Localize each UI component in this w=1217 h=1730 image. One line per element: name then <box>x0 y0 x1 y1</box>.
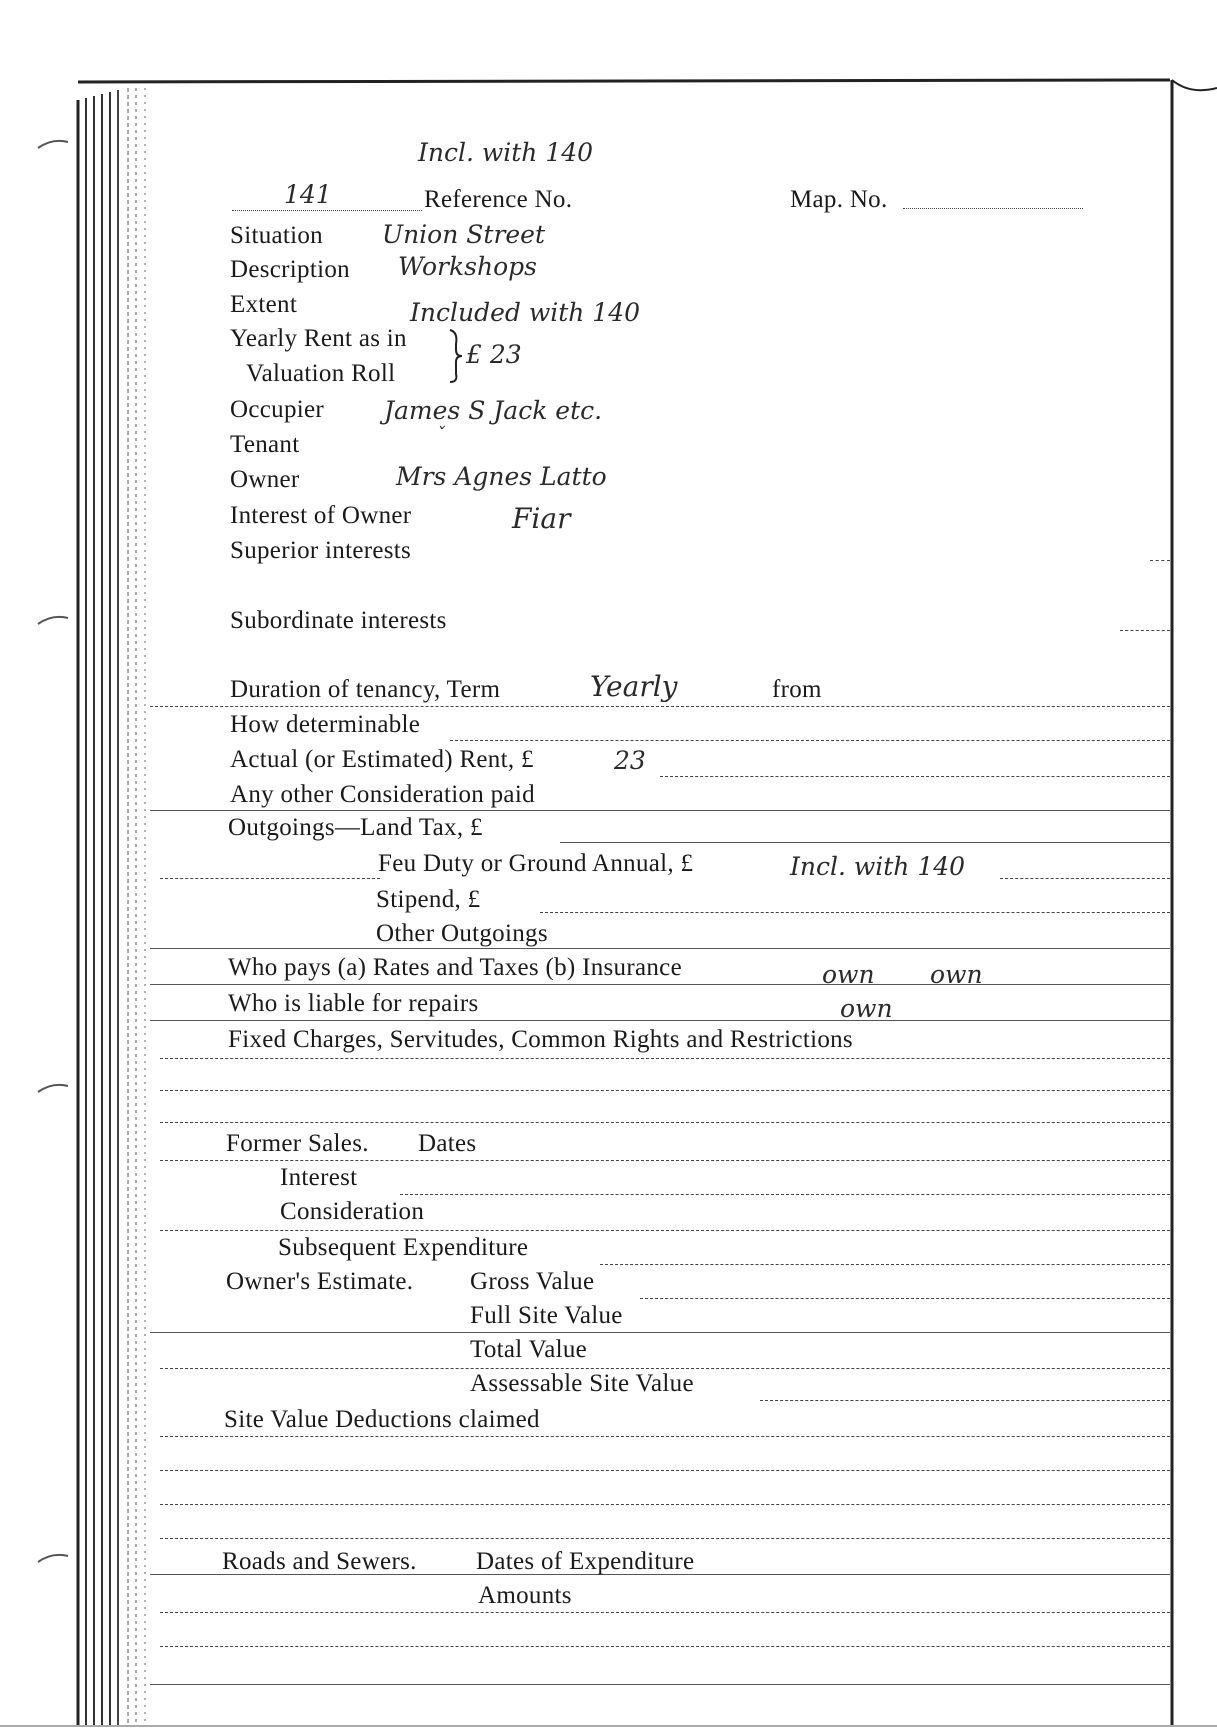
duration-from-label: from <box>772 676 822 703</box>
yearly-rent-label-line1: Yearly Rent as in <box>230 325 407 352</box>
site-value-deductions-label: Site Value Deductions claimed <box>224 1406 540 1433</box>
subordinate-interests-label: Subordinate interests <box>230 607 447 634</box>
reference-value-line <box>232 210 422 211</box>
ruled-line <box>1000 878 1170 879</box>
ruled-line <box>150 1020 1170 1021</box>
gross-value-label: Gross Value <box>470 1268 595 1295</box>
yearly-rent-label-line2: Valuation Roll <box>246 360 396 387</box>
occupier-value: James S Jack etc. <box>384 396 603 425</box>
description-label: Description <box>230 256 350 283</box>
ruled-line <box>600 1264 1170 1265</box>
owner-label: Owner <box>230 466 300 493</box>
full-site-value-label: Full Site Value <box>470 1302 623 1329</box>
duration-value: Yearly <box>590 670 678 703</box>
former-sales-subsequent-label: Subsequent Expenditure <box>278 1234 529 1261</box>
feu-duty-label: Feu Duty or Ground Annual, £ <box>378 850 694 877</box>
ruled-line <box>640 1298 1170 1299</box>
total-value-label: Total Value <box>470 1336 588 1363</box>
roads-dates-label: Dates of Expenditure <box>476 1548 695 1575</box>
ruled-line <box>760 1400 1170 1401</box>
duration-label: Duration of tenancy, Term <box>230 676 501 703</box>
ruled-line <box>150 1684 1170 1685</box>
ruled-line <box>150 810 1170 811</box>
tenant-value: ˇ <box>436 424 445 445</box>
yearly-rent-value: £ 23 <box>466 340 522 369</box>
ruled-line <box>660 776 1170 777</box>
who-pays-rates-value: own <box>822 960 875 989</box>
interest-of-owner-value: Fiar <box>512 502 571 535</box>
ruled-line <box>160 1504 1170 1505</box>
extent-value: Included with 140 <box>410 298 641 327</box>
ruled-line <box>160 878 380 879</box>
how-determinable-label: How determinable <box>230 711 421 738</box>
fixed-charges-label: Fixed Charges, Servitudes, Common Rights and Restrictions <box>228 1026 853 1053</box>
roads-amounts-label: Amounts <box>478 1582 572 1609</box>
yearly-rent-brace <box>446 326 466 386</box>
extent-label: Extent <box>230 291 298 318</box>
ruled-line <box>560 842 1170 843</box>
ruled-line <box>160 1090 1170 1091</box>
former-sales-label: Former Sales. <box>226 1130 369 1157</box>
superior-interests-label: Superior interests <box>230 537 412 564</box>
ruled-line <box>450 740 1170 741</box>
roads-sewers-label: Roads and Sewers. <box>222 1548 417 1575</box>
ruled-line <box>160 1612 1170 1613</box>
other-outgoings-label: Other Outgoings <box>376 920 548 947</box>
ruled-line <box>160 1646 1170 1647</box>
owner-value: Mrs Agnes Latto <box>396 462 607 491</box>
ruled-line <box>1120 630 1170 631</box>
feu-duty-value: Incl. with 140 <box>790 852 966 881</box>
header-annotation: Incl. with 140 <box>418 138 594 167</box>
actual-rent-value: 23 <box>614 746 646 775</box>
reference-label: Reference No. <box>424 186 573 213</box>
stipend-label: Stipend, £ <box>376 886 481 913</box>
outgoings-land-tax-label: Outgoings—Land Tax, £ <box>228 814 483 841</box>
ruled-line <box>400 1194 1170 1195</box>
description-value: Workshops <box>398 252 537 281</box>
map-value-line <box>903 208 1083 209</box>
ruled-line <box>1150 560 1170 561</box>
map-label: Map. No. <box>790 186 888 213</box>
other-consideration-label: Any other Consideration paid <box>230 781 535 808</box>
ruled-line <box>160 1368 1170 1369</box>
occupier-label: Occupier <box>230 396 325 423</box>
assessable-site-value-label: Assessable Site Value <box>470 1370 694 1397</box>
ruled-line <box>160 1160 1170 1161</box>
ruled-line <box>160 1538 1170 1539</box>
repairs-label: Who is liable for repairs <box>228 990 479 1017</box>
situation-value: Union Street <box>382 220 546 249</box>
ruled-line <box>160 1470 1170 1471</box>
former-sales-interest-label: Interest <box>280 1164 358 1191</box>
actual-rent-label: Actual (or Estimated) Rent, £ <box>230 746 534 773</box>
tenant-label: Tenant <box>230 431 300 458</box>
ruled-line <box>160 1230 1170 1231</box>
owners-estimate-label: Owner's Estimate. <box>226 1268 414 1295</box>
ruled-line <box>540 912 1170 913</box>
who-pays-insurance-value: own <box>930 960 983 989</box>
ruled-line <box>160 1122 1170 1123</box>
ruled-line <box>160 1436 1170 1437</box>
ruled-line <box>150 1332 1170 1333</box>
interest-of-owner-label: Interest of Owner <box>230 502 412 529</box>
ruled-line <box>160 1058 1170 1059</box>
repairs-value: own <box>840 994 893 1023</box>
ruled-line <box>150 984 1170 985</box>
former-sales-dates-label: Dates <box>418 1130 477 1157</box>
former-sales-consideration-label: Consideration <box>280 1198 425 1225</box>
who-pays-label: Who pays (a) Rates and Taxes (b) Insurance <box>228 954 682 981</box>
ruled-line <box>150 706 1170 707</box>
ruled-line <box>150 948 1170 949</box>
reference-value: 141 <box>284 180 332 209</box>
situation-label: Situation <box>230 222 323 249</box>
